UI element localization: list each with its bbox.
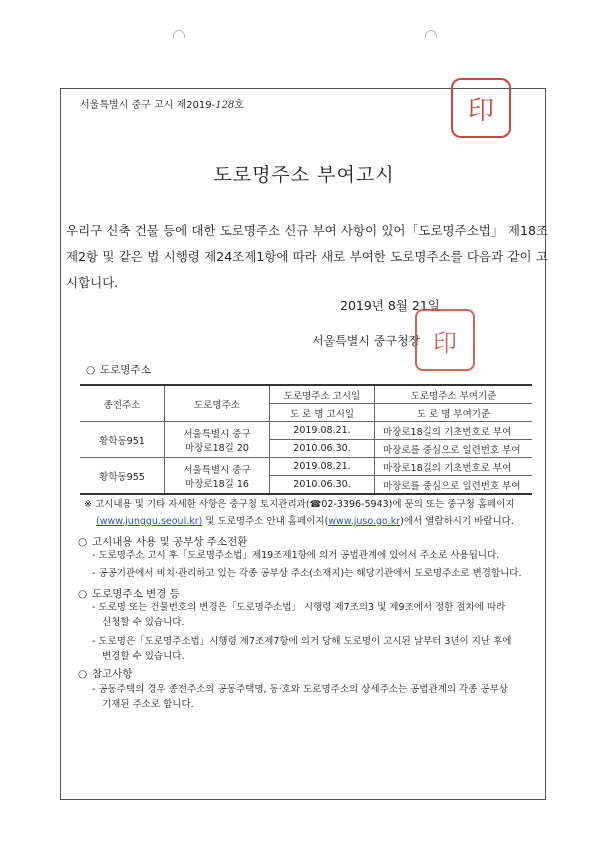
cell-date: 2010.06.30. [270, 476, 375, 495]
cell-basis: 마장로18길의 기초번호로 부여 [375, 458, 533, 476]
punch-hole-right [425, 30, 437, 38]
table-row [80, 458, 532, 476]
cell-jibun: 황학동951 [80, 422, 165, 458]
header-notice-day-sub: 도 로 명 고시일 [270, 404, 375, 422]
notice-date: 2019년 8월 21일 [340, 298, 440, 313]
header-jibun: 종전주소 [80, 385, 165, 422]
list-item: - 도로명은「도로명주소법」시행령 제7조제7항에 의거 당해 도로명이 고시된 날부터 3년이 지난 후에 변경할 수 있습니다. [92, 636, 512, 662]
cell-road: 서울특별시 중구 마장로18길 20 [165, 422, 270, 458]
cell-date: 2019.08.21. [270, 458, 375, 476]
intro-paragraph: 우리구 신축 건물 등에 대한 도로명주소 신규 부여 사항이 있어「도로명주소법」 제18조제2항 및 같은 법 시행령 제24조제1항에 따라 새로 부여한 도로명주소를 다음과 같이 고시합니다. [66, 223, 548, 290]
table-header-row [80, 385, 532, 404]
table-row [80, 422, 532, 440]
issuer-name: 서울특별시 중구청장 [312, 334, 421, 348]
cell-date: 2019.08.21. [270, 422, 375, 440]
section-title-reference: ○ 참고사항 [78, 668, 133, 680]
header-basis: 도로명주소 부여기준 [375, 385, 533, 404]
cell-date: 2010.06.30. [270, 440, 375, 458]
cell-basis: 마장로를 중심으로 일련번호 부여 [375, 476, 533, 495]
issuer-seal-icon: 印 [415, 309, 475, 371]
official-seal-icon: 印 [451, 78, 511, 138]
cell-road: 서울특별시 중구 마장로18길 16 [165, 458, 270, 495]
list-item: - 공동주택의 경우 종전주소의 공동주택명, 동·호와 도로명주소의 상세주소는 공법관계의 각종 공부상 기재된 주소로 합니다. [92, 684, 508, 710]
address-table [80, 384, 532, 495]
list-item: - 도로명주소 고시 후「도로명주소법」제19조제1항에 의거 공법관계에 있어서 주소로 사용됩니다. [92, 550, 500, 561]
juso-homepage-link[interactable]: www.juso.go.kr [328, 516, 401, 527]
header-road: 도로명주소 [165, 385, 270, 422]
header-notice-day: 도로명주소 고시일 [270, 385, 375, 404]
handwritten-number: 128 [215, 100, 235, 111]
page-title: 도로명주소 부여고시 [213, 164, 395, 186]
contact-note: ※ 고시내용 및 기타 자세한 사항은 중구청 토지관리과(☎02-3396-5943)에 문의 또는 중구청 홈페이지 (www.junggu.seoul.kr) 및 도로명주소 안내 홈페이지(www.juso.go.kr)에서 열람하시기 바랍니다. [84, 499, 515, 527]
list-item: - 공공기관에서 비치·관리하고 있는 각종 공부상 주소(소재지)는 해당기관에서 도로명주소로 변경합니다. [92, 568, 522, 579]
punch-hole-left [173, 30, 185, 38]
junggu-homepage-link[interactable]: (www.junggu.seoul.kr) [96, 516, 203, 527]
cell-jibun: 황학동955 [80, 458, 165, 495]
cell-basis: 마장로18길의 기초번호로 부여 [375, 422, 533, 440]
section-title-usage: ○ 고시내용 사용 및 공부상 주소전환 [78, 536, 248, 548]
list-item: - 도로명 또는 건물번호의 변경은「도로명주소법」 시행령 제7조의3 및 제9조에서 정한 절차에 따라 신청할 수 있습니다. [92, 602, 506, 628]
cell-basis: 마장로를 중심으로 일련번호 부여 [375, 440, 533, 458]
header-basis-sub: 도 로 명 부여기준 [375, 404, 533, 422]
notice-number: 서울특별시 중구 고시 제2019-128호 [80, 100, 244, 111]
section-title-change: ○ 도로명주소 변경 등 [78, 588, 180, 600]
section-title-address: ○ 도로명주소 [86, 364, 151, 376]
